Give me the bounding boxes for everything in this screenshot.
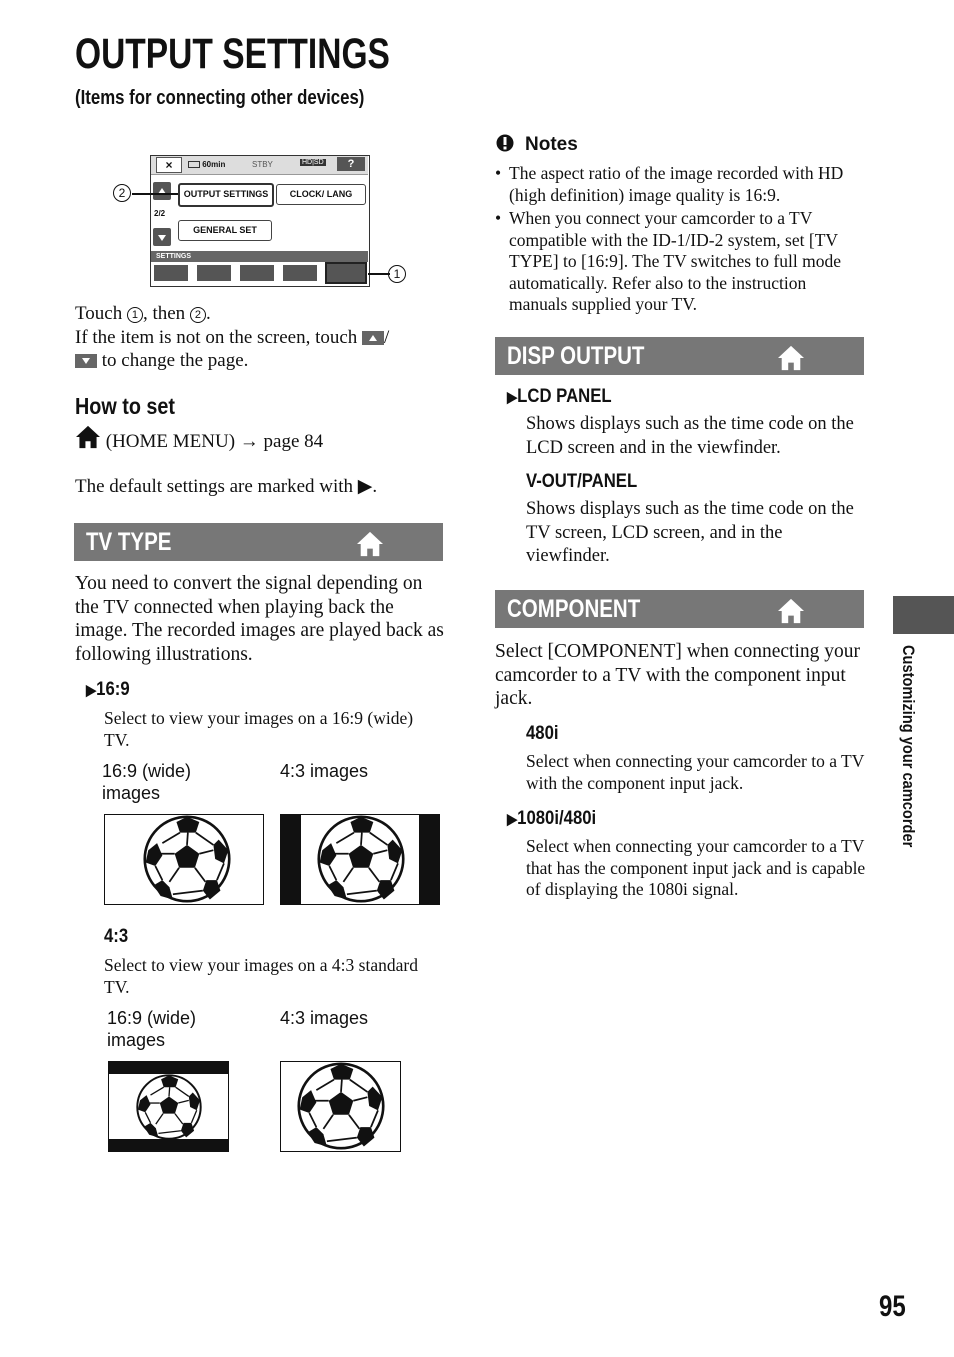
component-opt2-desc: Select when connecting your camcorder to a TV that has the component input jack and is capable of displaying the 1080i signal.	[526, 836, 866, 899]
component-opt1-title: 480i	[526, 723, 559, 744]
lcd-tab-play[interactable]	[196, 264, 232, 282]
disp-opt2-desc: Shows displays such as the time code on the TV screen, LCD screen, and in the viewfinder.	[526, 499, 854, 566]
tv-type-opt1-title: ▶16:9	[86, 679, 130, 700]
hd-sd-badge: HD|SD	[302, 159, 324, 166]
component-opt1-desc: Select when connecting your camcorder to a TV with the component input jack.	[526, 751, 865, 793]
lcd-close-button[interactable]: ×	[156, 157, 182, 173]
disp-opt1-desc: Shows displays such as the time code on the LCD screen and in the viewfinder.	[526, 414, 854, 458]
tv-type-opt1-label-right: 4:3 images	[280, 761, 369, 781]
home-icon	[777, 598, 805, 624]
component-intro: Select [COMPONENT] when connecting your camcorder to a TV with the component input jack.	[495, 641, 861, 709]
image-43-on-43	[280, 1061, 401, 1152]
disp-output-bar: DISP OUTPUT	[495, 337, 864, 375]
howto-heading: How to set	[75, 393, 176, 419]
tv-type-opt1-desc: Select to view your images on a 16:9 (wide) TV.	[104, 708, 414, 750]
tv-type-bar: TV TYPE	[74, 523, 443, 561]
page-title: OUTPUT SETTINGS	[75, 30, 390, 78]
image-wide-on-wide	[104, 814, 264, 905]
soccer-ball-icon	[143, 815, 231, 903]
output-settings-button[interactable]: OUTPUT SETTINGS	[178, 183, 274, 207]
instructions: Touch 1 , then 2 . If the item is not on the screen, touch / to change the page.	[75, 303, 390, 371]
lcd-status: STBY	[252, 160, 273, 169]
tv-type-opt2-title: 4:3	[104, 926, 129, 947]
soccer-ball-icon	[317, 815, 405, 903]
lcd-tab-settings[interactable]	[325, 262, 367, 284]
image-43-on-wide	[280, 814, 440, 905]
notes-item-1: • The aspect ratio of the image recorded with HD (high definition) image quality is 16:9.	[495, 163, 844, 205]
lcd-page-indicator: 2/2	[154, 209, 166, 218]
lcd-tab-edit[interactable]	[239, 264, 275, 282]
callout-1: 1	[388, 265, 406, 283]
tv-type-intro: You need to convert the signal depending on the TV connected when playing back the image. The recorded images are played back as following illustrations.	[75, 573, 444, 665]
settings-label: SETTINGS	[151, 251, 368, 262]
page-down-icon[interactable]	[153, 228, 171, 246]
home-icon	[356, 531, 384, 557]
component-opt2-title: ▶1080i/480i	[507, 808, 597, 829]
lcd-tab-camera[interactable]	[153, 264, 189, 282]
component-bar: COMPONENT	[495, 590, 864, 628]
tv-type-opt2-desc: Select to view your images on a 4:3 standard TV.	[104, 955, 418, 997]
page-up-icon[interactable]	[153, 182, 171, 200]
notes-header: Notes	[495, 133, 578, 156]
tv-type-opt1-label-left: 16:9 (wide) images	[102, 761, 192, 803]
home-icon	[777, 345, 805, 371]
home-icon	[75, 425, 101, 449]
disp-opt1-title: ▶LCD PANEL	[507, 386, 612, 407]
page-down-inline-icon	[75, 354, 97, 368]
side-tab-label: Customizing your camcorder	[899, 645, 918, 848]
howto-path: (HOME MENU) → page 84	[75, 425, 323, 454]
tv-type-opt2-label-right: 4:3 images	[280, 1008, 369, 1028]
notes-icon	[495, 133, 515, 153]
side-tab-block	[893, 596, 954, 634]
general-set-button[interactable]: GENERAL SET	[178, 220, 272, 241]
tv-type-opt2-label-left: 16:9 (wide) images	[107, 1008, 197, 1050]
page-up-inline-icon	[362, 331, 384, 345]
notes-item-2: • When you connect your camcorder to a TV compatible with the ID-1/ID-2 system, set [TV TYPE] to [16:9]. The TV switches to full mode automatically. Refer also to the instruction manuals supplied your TV.	[495, 208, 841, 314]
battery-indicator: 60min	[188, 160, 225, 169]
soccer-ball-icon	[297, 1062, 385, 1150]
callout-2: 2	[113, 184, 131, 202]
soccer-ball-icon	[136, 1074, 202, 1140]
lcd-help-button[interactable]: ?	[337, 157, 365, 171]
lcd-tab-print[interactable]	[282, 264, 318, 282]
page-number: 95	[879, 1290, 906, 1323]
disp-opt2-title: V-OUT/PANEL	[526, 471, 638, 492]
default-note: The default settings are marked with ▶.	[75, 476, 378, 497]
image-wide-on-43	[108, 1061, 229, 1152]
clock-lang-button[interactable]: CLOCK/ LANG	[276, 184, 366, 205]
page-subtitle: (Items for connecting other devices)	[75, 87, 365, 109]
